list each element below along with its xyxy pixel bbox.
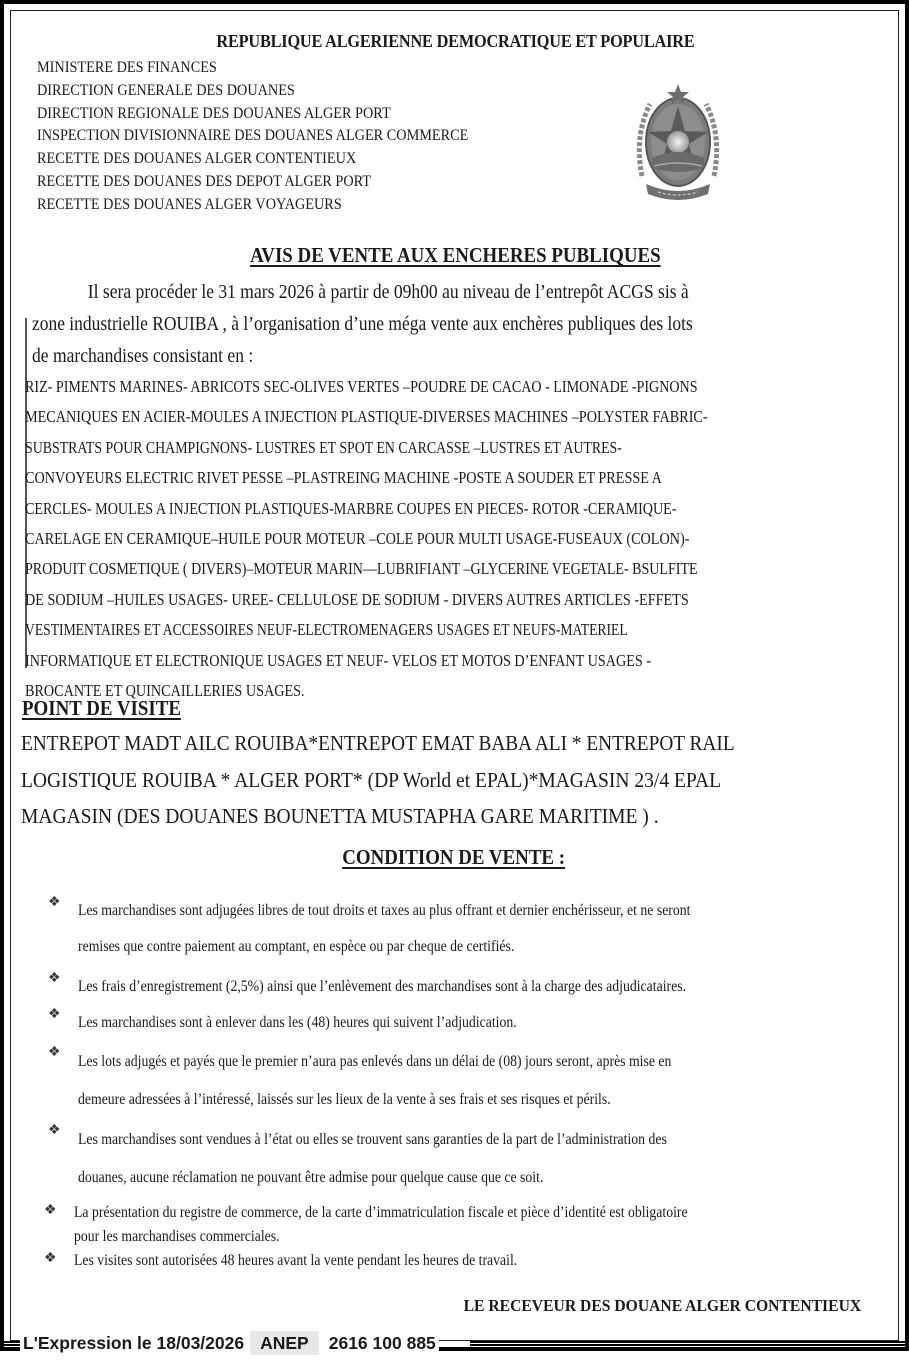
diamond-bullet-icon: ❖ [48,895,61,910]
reference-number: 2616 100 885 [328,1333,436,1353]
goods-list [25,372,893,706]
condition-line: demeure adressées à l’intéressé, laissés sur les lieux de la vente à ses frais et ses risques et périls. [78,1091,611,1108]
publication-date: L'Expression le 18/03/2026 [23,1333,245,1353]
notice-title-text: AVIS DE VENTE AUX ENCHERES PUBLIQUES [250,243,661,267]
admin-line: RECETTE DES DOUANES ALGER VOYAGEURS [37,195,342,213]
goods-line: PRODUIT COSMETIQUE ( DIVERS)–MOTEUR MARIN—LUBRIFIANT –GLYCERINE VEGETALE- BSULFITE [25,559,698,579]
admin-line: RECETTE DES DOUANES DES DEPOT ALGER PORT [37,172,372,190]
condition-line: Les lots adjugés et payés que le premier n’aura pas enlevés dans un délai de (08) jours seront, après mise en [78,1053,672,1070]
condition-item [48,1005,878,1041]
condition-item [48,1121,878,1197]
intro-line: de marchandises consistant en : [32,346,254,367]
diamond-bullet-icon: ❖ [44,1203,57,1218]
condition-line: Les visites sont autorisées 48 heures avant la vente pendant les heures de travail. [74,1252,518,1269]
condition-line: Les marchandises sont à enlever dans les (48) heures qui suivent l’adjudication. [78,1014,517,1031]
diamond-bullet-icon: ❖ [48,1123,61,1138]
condition-item [48,893,878,965]
condition-line: Les marchandises sont adjugées libres de tout droits et taxes au plus offrant et dernier enchérisseur, et ne seront [78,902,691,919]
intro-line: zone industrielle ROUIBA , à l’organisation d’une méga vente aux enchères publiques des lots [32,314,693,335]
agency-badge: ANEP [250,1331,319,1355]
goods-line: CERCLES- MOULES A INJECTION PLASTIQUES-MARBRE COUPES EN PIECES- ROTOR -CERAMIQUE- [25,498,677,518]
footer-text [20,1333,439,1354]
signature-line: LE RECEVEUR DES DOUANE ALGER CONTENTIEUX [463,1296,861,1315]
admin-line: RECETTE DES DOUANES ALGER CONTENTIEUX [37,150,357,168]
diamond-bullet-icon: ❖ [48,1045,61,1060]
intro-line: Il sera procéder le 31 mars 2026 à partir de 09h00 au niveau de l’entrepôt ACGS sis à [87,282,689,303]
diamond-bullet-icon: ❖ [48,1007,61,1022]
conditions-list [44,893,878,1273]
customs-emblem-icon [632,76,724,206]
visit-heading-text: POINT DE VISITE [22,696,181,720]
condition-line: remises que contre paiement au comptant, en espèce ou par cheque de certifiés. [78,938,515,955]
condition-item [48,969,878,1005]
diamond-bullet-icon: ❖ [44,1251,57,1266]
publication-footer [0,1332,909,1358]
goods-line: CARELAGE EN CERAMIQUE–HUILE POUR MOTEUR –COLE POUR MULTI USAGE-FUSEAUX (COLON)- [25,529,690,549]
goods-line: RIZ- PIMENTS MARINES- ABRICOTS SEC-OLIVES VERTES –POUDRE DE CACAO - LIMONADE -PIGNONS [25,377,698,396]
condition-item [44,1201,874,1249]
condition-line: Les frais d’enregistrement (2,5%) ainsi que l’enlèvement des marchandises sont à la charge des adjudicataires. [78,978,687,995]
goods-line: BROCANTE ET QUINCAILLERIES USAGES. [25,681,305,701]
condition-line: Les marchandises sont vendues à l’état ou elles se trouvent sans garanties de la part de l’administration des [78,1131,667,1148]
goods-line: MECANIQUES EN ACIER-MOULES A INJECTION PLASTIQUE-DIVERSES MACHINES –POLYSTER FABRIC- [25,407,708,427]
intro-paragraph [32,277,892,373]
goods-line: INFORMATIQUE ET ELECTRONIQUE USAGES ET NEUF- VELOS ET MOTOS D’ENFANT USAGES - [25,650,652,670]
conditions-heading-text: CONDITION DE VENTE : [342,845,566,869]
goods-line: CONVOYEURS ELECTRIC RIVET PESSE –PLASTREING MACHINE -POSTE A SOUDER ET PRESSE A [25,468,662,488]
diamond-bullet-icon: ❖ [48,971,61,986]
notice-title [46,243,864,268]
footer-rule-right [470,1341,909,1346]
condition-item [44,1249,874,1273]
administration-block [37,57,468,217]
goods-line: VESTIMENTAIRES ET ACCESSOIRES NEUF-ELECTROMENAGERS USAGES ET NEUFS-MATERIEL [25,620,628,640]
admin-line: DIRECTION REGIONALE DES DOUANES ALGER PORT [37,104,391,122]
goods-line: DE SODIUM –HUILES USAGES- UREE- CELLULOSE DE SODIUM - DIVERS AUTRES ARTICLES -EFFETS [25,589,689,609]
admin-line: DIRECTION GENERALE DES DOUANES [37,81,295,99]
visit-line: MAGASIN (DES DOUANES BOUNETTA MUSTAPHA GARE MARITIME ) . [21,804,659,828]
condition-line: pour les marchandises commerciales. [74,1228,280,1245]
condition-line: La présentation du registre de commerce, de la carte d’immatriculation fiscale et pièce d’identité est obligatoire [74,1204,688,1221]
admin-line: MINISTERE DES FINANCES [37,59,217,76]
visit-locations [21,725,797,835]
goods-line: SUBSTRATS POUR CHAMPIGNONS- LUSTRES ET SPOT EN CARCASSE –LUSTRES ET AUTRES- [25,437,622,457]
condition-item [48,1043,878,1119]
visit-line: ENTREPOT MADT AILC ROUIBA*ENTREPOT EMAT BABA ALI * ENTREPOT RAIL [21,731,735,755]
condition-line: douanes, aucune réclamation ne pouvant être admise pour quelque cause que ce soit. [78,1169,544,1186]
admin-line: INSPECTION DIVISIONNAIRE DES DOUANES ALGER COMMERCE [37,127,469,145]
republic-heading: REPUBLIQUE ALGERIENNE DEMOCRATIQUE ET POPULAIRE [216,31,695,51]
visit-heading [22,696,181,721]
conditions-heading [45,845,863,870]
visit-line: LOGISTIQUE ROUIBA * ALGER PORT* (DP World et EPAL)*MAGASIN 23/4 EPAL [21,767,722,792]
